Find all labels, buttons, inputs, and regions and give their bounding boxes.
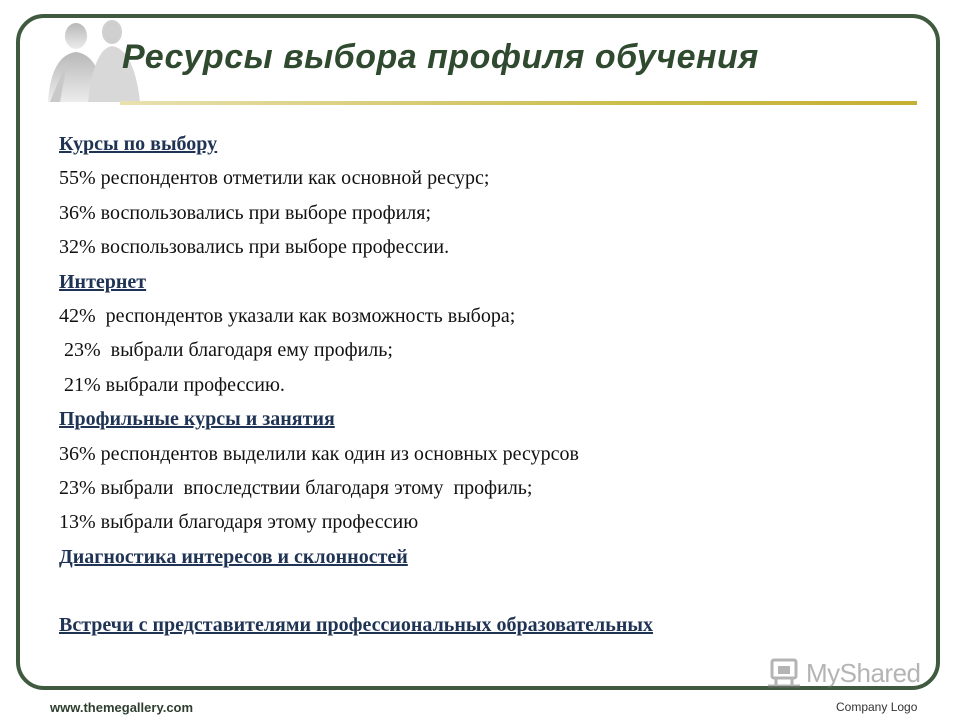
slide-title: Ресурсы выбора профиля обучения	[122, 38, 759, 76]
blank-line	[59, 574, 899, 608]
statistic-line: 23% выбрали впоследствии благодаря этому профиль;	[59, 476, 533, 499]
statistic-line: 36% респондентов выделили как один из основных ресурсов	[59, 442, 579, 465]
statistic-line: 55% респондентов отметили как основной ресурс;	[59, 167, 490, 190]
title-underline-rule	[120, 101, 917, 105]
company-logo-text: Company Logo	[836, 700, 918, 714]
section-heading: Интернет	[59, 270, 147, 293]
myshared-watermark	[766, 656, 921, 690]
watermark-text: MyShared	[806, 657, 921, 688]
footer-url: www.themegallery.com	[50, 700, 194, 715]
statistic-line: 23% выбрали благодаря ему профиль;	[59, 339, 393, 362]
statistic-line: 13% выбрали благодаря этому профессию	[59, 511, 419, 534]
statistic-line: 36% воспользовались при выборе профиля;	[59, 201, 432, 224]
statistic-line: 21% выбрали профессию.	[59, 373, 285, 396]
myshared-logo-icon	[766, 656, 802, 690]
section-heading: Встречи с представителями профессиональных образовательных	[59, 614, 653, 637]
section-heading: Диагностика интересов и склонностей	[59, 545, 408, 568]
statistic-line: 32% воспользовались при выборе профессии.	[59, 236, 450, 259]
statistic-line: 42% респондентов указали как возможность выбора;	[59, 304, 516, 327]
section-heading: Профильные курсы и занятия	[59, 408, 335, 431]
section-heading: Курсы по выбору	[59, 133, 218, 155]
slide-content	[59, 127, 899, 643]
